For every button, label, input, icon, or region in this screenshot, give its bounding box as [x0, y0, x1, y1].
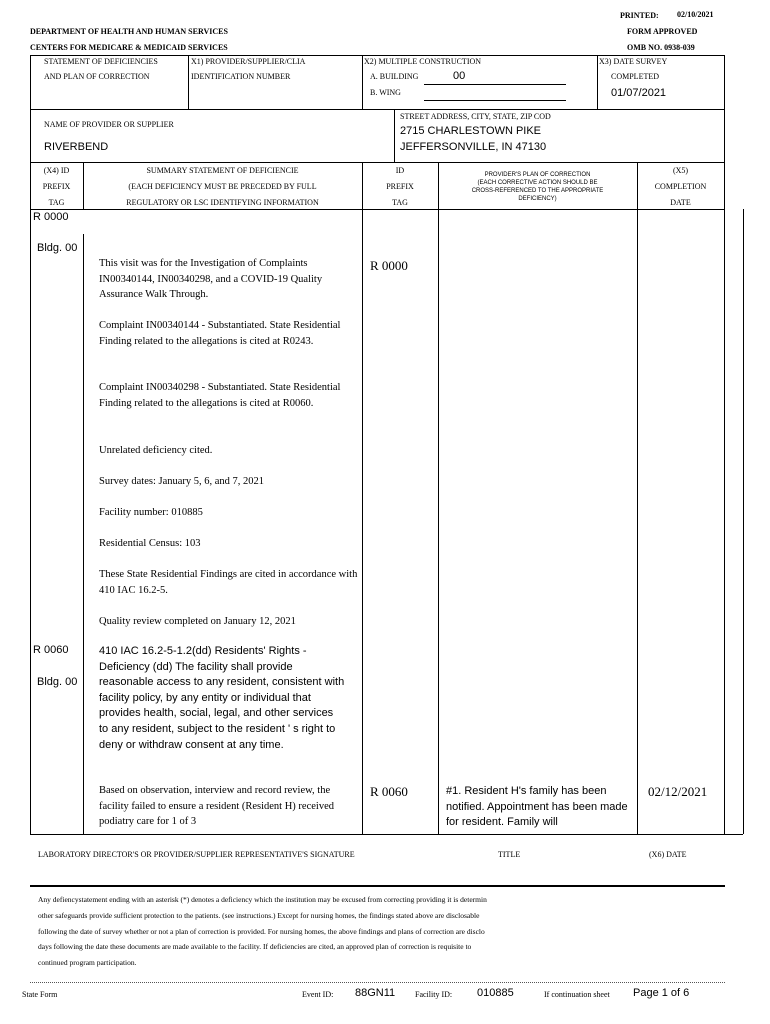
continuation-label: If continuation sheet [544, 990, 610, 999]
department-line1: DEPARTMENT OF HEALTH AND HUMAN SERVICES [30, 27, 228, 36]
building-tag-2: Bldg. 00 [37, 676, 78, 688]
paragraph-unrelated: Unrelated deficiency cited. [99, 445, 213, 456]
address-label: STREET ADDRESS, CITY, STATE, ZIP COD [400, 112, 551, 121]
rule [30, 109, 724, 110]
rule [362, 209, 363, 834]
rule [30, 209, 31, 834]
paragraph-census: Residential Census: 103 [99, 538, 201, 549]
rule [438, 162, 439, 210]
provider-name-value: RIVERBEND [44, 141, 109, 153]
address-line1: 2715 CHARLESTOWN PIKE [400, 125, 542, 137]
rule [30, 209, 724, 210]
building-tag-1: Bldg. 00 [37, 242, 78, 254]
rule [30, 885, 725, 887]
paragraph-findings: These State Residential Findings are cited in accordance with 410 IAC 16.2-5. [99, 569, 358, 596]
provider-name-label: NAME OF PROVIDER OR SUPPLIER [44, 120, 174, 129]
date-survey-label-line2: COMPLETED [611, 72, 659, 81]
printed-date: 02/10/2021 [677, 10, 714, 19]
summary-header-line1: SUMMARY STATEMENT OF DEFICIENCIE [146, 166, 299, 175]
paragraph-facility-number: Facility number: 010885 [99, 507, 203, 518]
facility-id-value: 010885 [477, 987, 514, 999]
x4-header-line1: (X4) ID [43, 166, 70, 175]
rule [724, 55, 725, 109]
paragraph-survey-dates: Survey dates: January 5, 6, and 7, 2021 [99, 476, 265, 487]
statement-label-line2: AND PLAN OF CORRECTION [44, 72, 150, 81]
id-header-line1: ID [395, 166, 405, 175]
completion-date: 02/12/2021 [648, 784, 708, 799]
paragraph-quality-review: Quality review completed on January 12, 2021 [99, 616, 296, 627]
summary-header-line3: REGULATORY OR LSC IDENTIFYING INFORMATION [126, 198, 319, 207]
provider-id-label-line2: IDENTIFICATION NUMBER [191, 72, 291, 81]
x4-header-line2: PREFIX [42, 182, 71, 191]
x5-header-line1: (X5) [672, 166, 689, 175]
building-label: A. BUILDING [370, 72, 419, 81]
disclaimer-line3: following the date of survey whether or not a plan of correction is provided. For nursing homes, the above findings and plans of correction are disclo [38, 927, 485, 936]
plan-header-line4: DEFICIENCY) [518, 196, 557, 202]
rule [30, 162, 724, 163]
rule [438, 209, 439, 834]
provider-id-label-line1: X1) PROVIDER/SUPPLIER/CLIA [191, 57, 306, 66]
plan-of-correction: #1. Resident H's family has been notified. Appointment has been made for resident. Family will [446, 785, 628, 829]
disclaimer-line1: Any defiencystatement ending with an asterisk (*) denotes a deficiency which the institution may be excused from correcting providing it is determin [38, 895, 487, 904]
form-approved: FORM APPROVED [627, 27, 698, 36]
state-form-label: State Form [22, 990, 58, 999]
omb-number: OMB NO. 0938-039 [627, 43, 695, 52]
disclaimer-line5: continued program participation. [38, 958, 137, 967]
regulation-r0060: 410 IAC 16.2-5-1.2(dd) Residents' Rights - Deficiency (dd) The facility shall provide reasonable access to any resident, consistent with facility policy, by any entity or individual that provides health, social, legal, and other services to any resident, subject to the resident ' s right to deny or withdraw consent at any time. [99, 645, 345, 751]
rule [362, 55, 363, 109]
rule [30, 55, 31, 109]
x4-header-line3: TAG [48, 198, 65, 207]
rule [724, 209, 725, 834]
rule [394, 109, 395, 163]
department-line2: CENTERS FOR MEDICARE & MEDICAID SERVICES [30, 43, 228, 52]
rule [424, 84, 566, 85]
rule [188, 55, 189, 109]
wing-label: B. WING [370, 88, 401, 97]
rule [30, 834, 743, 835]
facility-id-label: Facility ID: [415, 990, 453, 999]
tag-r0060-right: R 0060 [370, 784, 408, 799]
multiple-construction-label: X2) MULTIPLE CONSTRUCTION [364, 57, 482, 66]
tag-r0060: R 0060 [33, 644, 69, 656]
page-number: Page 1 of 6 [633, 987, 690, 999]
paragraph-visit: This visit was for the Investigation of Complaints IN00340144, IN00340298, and a COVID-19 Quality Assurance Walk Through. [99, 258, 323, 300]
finding-r0060: Based on observation, interview and record review, the facility failed to ensure a resident (Resident H) received podiatry care for 1 of 3 [99, 785, 334, 827]
x6-date-label: (X6) DATE [649, 850, 687, 859]
rule [724, 162, 725, 210]
rule [743, 209, 744, 834]
disclaimer-line4: days following the date these documents are made available to the facility. If deficiencies are cited, an approved plan of correction is requisite to [38, 942, 472, 951]
paragraph-complaint-1: Complaint IN00340144 - Substantiated. State Residential Finding related to the allegations is cited at R0243. [99, 320, 341, 347]
rule [30, 982, 725, 983]
rule [424, 100, 566, 101]
event-id-label: Event ID: [302, 990, 334, 999]
plan-header-line3: CROSS-REFERENCED TO THE APPROPRIATE [471, 188, 604, 194]
printed-label: PRINTED: [620, 11, 659, 20]
building-value: 00 [453, 70, 466, 82]
rule [724, 109, 725, 163]
statement-label-line1: STATEMENT OF DEFICIENCIES [44, 57, 158, 66]
summary-header-line2: (EACH DEFICIENCY MUST BE PRECEDED BY FULL [128, 182, 317, 191]
plan-header-line2: (EACH CORRECTIVE ACTION SHOULD BE [477, 180, 598, 186]
disclaimer-line2: other safeguards provide sufficient protection to the patients. (see instructions.) Except for nursing homes, the findings stated above are disclosable [38, 911, 480, 920]
x5-header-line2: COMPLETION [654, 182, 707, 191]
signature-label: LABORATORY DIRECTOR'S OR PROVIDER/SUPPLIER REPRESENTATIVE'S SIGNATURE [38, 850, 355, 859]
date-survey-value: 01/07/2021 [611, 87, 667, 99]
id-header-line3: TAG [392, 198, 408, 207]
event-id-value: 88GN11 [355, 987, 396, 999]
date-survey-label-line1: X3) DATE SURVEY [599, 57, 668, 66]
tag-r0000: R 0000 [33, 211, 69, 223]
id-header-line2: PREFIX [386, 182, 414, 191]
tag-r0000-right: R 0000 [370, 258, 408, 273]
paragraph-complaint-2: Complaint IN00340298 - Substantiated. State Residential Finding related to the allegations is cited at R0060. [99, 382, 341, 409]
rule [30, 109, 31, 163]
rule [597, 55, 598, 109]
x5-header-line3: DATE [670, 198, 691, 207]
rule [30, 55, 724, 56]
plan-header-line1: PROVIDER'S PLAN OF CORRECTION [484, 172, 591, 178]
address-line2: JEFFERSONVILLE, IN 47130 [400, 141, 547, 153]
title-label: TITLE [498, 850, 521, 859]
rule [637, 209, 638, 834]
rule [83, 234, 84, 834]
